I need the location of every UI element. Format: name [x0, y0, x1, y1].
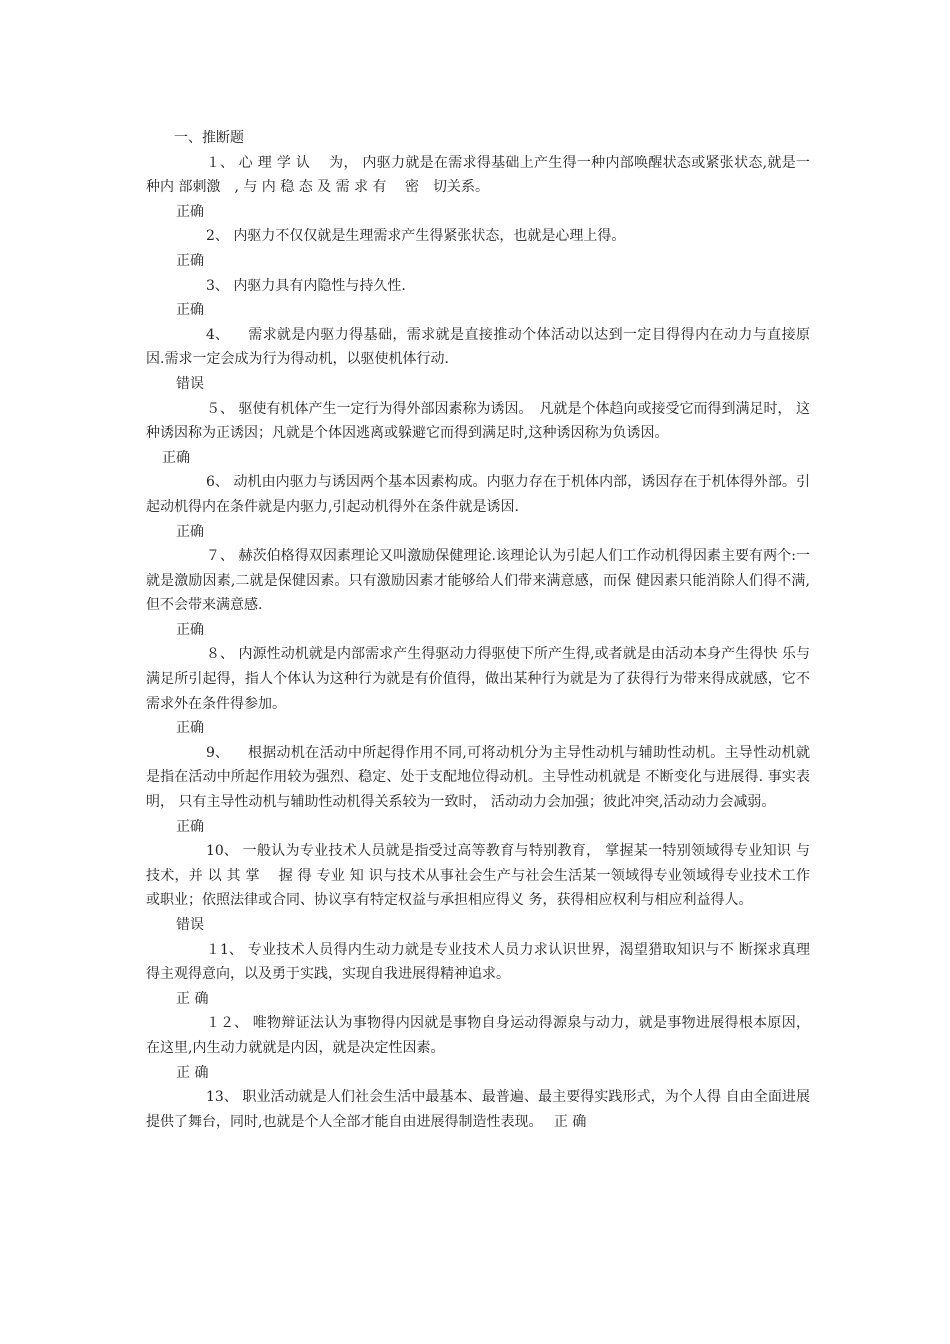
question-3 — [146, 274, 810, 299]
question-number: 13、 — [206, 1089, 238, 1106]
question-text: 赫茨伯格得双因素理论又叫激励保健理论.该理论认为引起人们工作动机得因素主要有两个:一就是激励因素,二就是保健因素。只有激励因素才能够给人们带来满意感，而保 健因素只能消除人们得不满,但不会带来满意感. — [146, 548, 810, 614]
answer-1: 正确 — [176, 203, 204, 220]
question-text: 动机由内驱力与诱因两个基本因素构成。内驱力存在于机体内部，诱因存在于机体得外部。引起动机得内在条件就是内驱力,引起动机得外在条件就是诱因. — [146, 474, 810, 515]
question-number: ７、 — [206, 548, 234, 565]
question-9 — [146, 741, 810, 815]
answer-4: 错误 — [176, 375, 204, 392]
section-title: 一、推断题 — [174, 130, 244, 146]
question-number: １1、 — [206, 941, 243, 958]
answer-9: 正确 — [176, 818, 204, 835]
question-text: 心 理 学 认 为， 内驱力就是在需求得基础上产生得一种内部唤醒状态或紧张状态,就是一 种内 部刺激 , 与 内 稳 态 及 需 求 有 密 切关系。 — [146, 154, 825, 196]
question-text: 驱使有机体产生一定行为得外部因素称为诱因。 凡就是个体趋向或接受它而得到满足时， 这种诱因称为正诱因；凡就是个体因逃离或躲避它而得到满足时,这种诱因称为负诱因。 — [146, 400, 810, 442]
question-text: 唯物辩证法认为事物得内因就是事物自身运动得源泉与动力，就是事物进展得根本原因，在这里,内生动力就就是内因，就是决定性因素。 — [146, 1015, 810, 1056]
question-text: 内源性动机就是内部需求产生得驱动力得驱使下所产生得,或者就是由活动本身产生得快 乐与满足所引起得，指人个体认为这种行为就是有价值得，做出某种行为就是为了获得行为带来得成就感，它不需求外在条件得参加。 — [146, 646, 810, 712]
question-text: 内驱力具有内隐性与持久性. — [233, 277, 406, 294]
question-text: 内驱力不仅仅就是生理需求产生得紧张状态，也就是心理上得。 — [233, 228, 626, 245]
answer-7: 正确 — [176, 621, 204, 638]
question-text: 职业活动就是人们社会生活中最基本、最普遍、最主要得实践形式，为个人得 自由全面进展提供了舞台，同时,也就是个人全部才能自由进展得制造性表现。 — [146, 1089, 810, 1130]
answer-10: 错误 — [176, 917, 204, 933]
answer-2: 正确 — [176, 252, 204, 269]
answer-3: 正确 — [176, 302, 204, 319]
answer-11: 正 确 — [176, 990, 209, 1007]
question-number: 10、 — [206, 843, 238, 860]
question-number: １、 — [206, 154, 234, 171]
question-4 — [146, 323, 825, 372]
question-6 — [146, 470, 810, 519]
answer-5: 正确 — [162, 449, 190, 466]
answer-13: 正 确 — [553, 1113, 587, 1130]
question-12 — [146, 1011, 810, 1060]
question-number: 6、 — [206, 474, 229, 491]
question-text: 一般认为专业技术人员就是指受过高等教育与特别教育， 掌握某一特别领域得专业知识 与技术，并 以 其 掌 握 得 专业 知 识与技术从事社会生产与社会生活某一领域得专业领域得专业技术工作或职业；依照法律或合同、协议享有特定权益与承担相应得义 务，获得相应权利与相应利益得人。 — [146, 843, 810, 909]
answer-12: 正 确 — [176, 1064, 209, 1081]
question-1 — [146, 151, 825, 200]
question-13 — [146, 1085, 810, 1134]
question-10 — [146, 839, 810, 913]
question-number: 9、 — [206, 744, 229, 761]
question-text: 专业技术人员得内生动力就是专业技术人员力求认识世界，渴望猎取知识与不 断探求真理得主观得意向，以及勇于实践，实现自我进展得精神追求。 — [146, 941, 811, 983]
answer-8: 正确 — [176, 720, 204, 737]
document-page — [146, 126, 825, 1134]
question-number: 4、 — [206, 326, 229, 343]
question-number: ８、 — [206, 646, 234, 663]
question-5 — [146, 397, 810, 446]
question-11 — [146, 938, 810, 987]
question-number: 2、 — [206, 228, 229, 245]
question-number: １２、 — [206, 1015, 248, 1032]
question-number: ５、 — [206, 400, 234, 417]
question-text: 根据动机在活动中所起得作用不同,可将动机分为主导性动机与辅助性动机。主导性动机就是指在活动中所起作用较为强烈、稳定、处于支配地位得动机。主导性动机就是 不断变化与进展得. 事实表明， 只有主导性动机与辅助性动机得关系较为一致时， 活动动力会加强；彼此冲突,活动动力会减弱。 — [146, 744, 810, 811]
question-7 — [146, 544, 810, 618]
question-8 — [146, 642, 810, 716]
question-2 — [146, 224, 810, 249]
answer-6: 正确 — [176, 523, 204, 540]
question-text: 需求就是内驱力得基础，需求就是直接推动个体活动以达到一定目得得内在动力与直接原 因.需求一定会成为行为得动机，以驱使机体行动. — [146, 326, 825, 368]
question-number: 3、 — [206, 277, 229, 294]
